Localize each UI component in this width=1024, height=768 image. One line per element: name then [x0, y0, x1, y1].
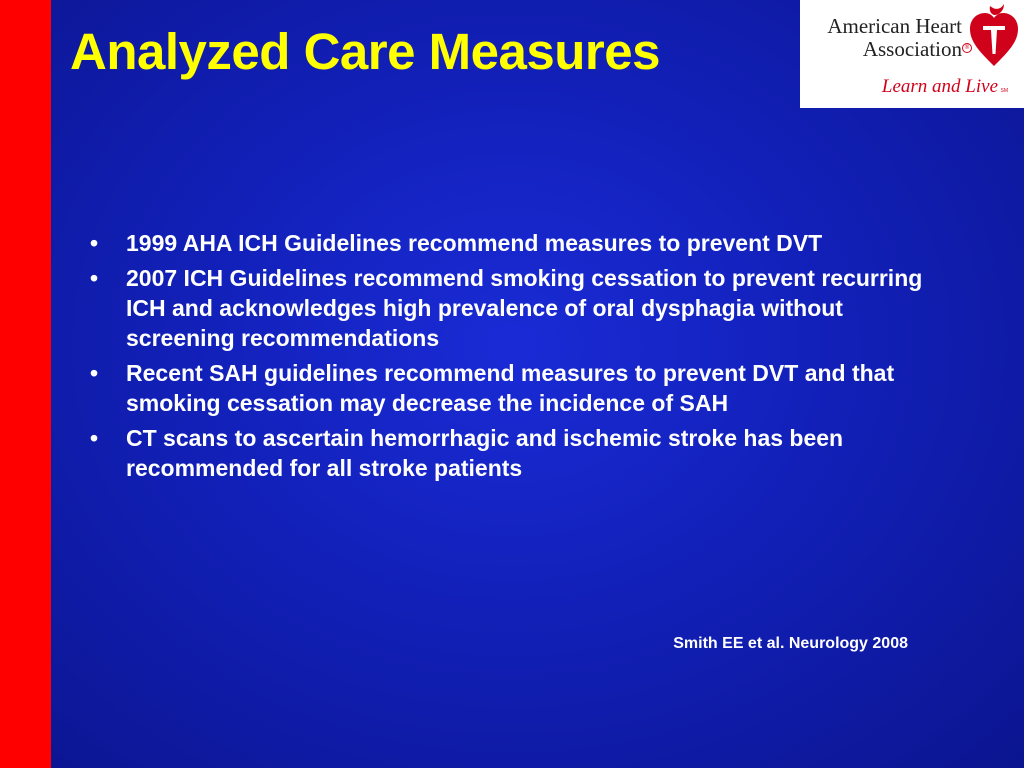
bullet-marker: •	[90, 265, 99, 291]
slide-title: Analyzed Care Measures	[70, 23, 660, 80]
registered-mark: ®	[962, 43, 972, 53]
bullet-text: 1999 AHA ICH Guidelines recommend measures to prevent DVT	[126, 230, 823, 256]
bullet-item	[90, 228, 940, 258]
heart-torch-icon	[966, 2, 1022, 70]
bullet-item	[90, 358, 940, 418]
bullet-marker: •	[90, 230, 99, 256]
bullet-text: CT scans to ascertain hemorrhagic and ischemic stroke has been recommended for all stroke patients	[126, 425, 844, 481]
bullet-marker: •	[90, 360, 99, 386]
bullet-item	[90, 423, 940, 483]
logo-text-line1: American Heart	[827, 14, 962, 38]
citation: Smith EE et al. Neurology 2008	[673, 635, 908, 652]
bullet-marker: •	[90, 425, 99, 451]
bullet-text: 2007 ICH Guidelines recommend smoking cessation to prevent recurring ICH and acknowledges high prevalence of oral dysphagia without screening recommendations	[126, 265, 923, 351]
bullet-list	[90, 228, 940, 488]
logo-text-line2: Association	[862, 37, 962, 61]
aha-logo	[800, 0, 1024, 108]
service-mark: SM	[1000, 88, 1008, 94]
accent-bar	[0, 0, 51, 768]
bullet-text: Recent SAH guidelines recommend measures to prevent DVT and that smoking cessation may decrease the incidence of SAH	[126, 360, 895, 416]
logo-tagline: Learn and Live	[881, 76, 998, 97]
bullet-item	[90, 263, 940, 353]
